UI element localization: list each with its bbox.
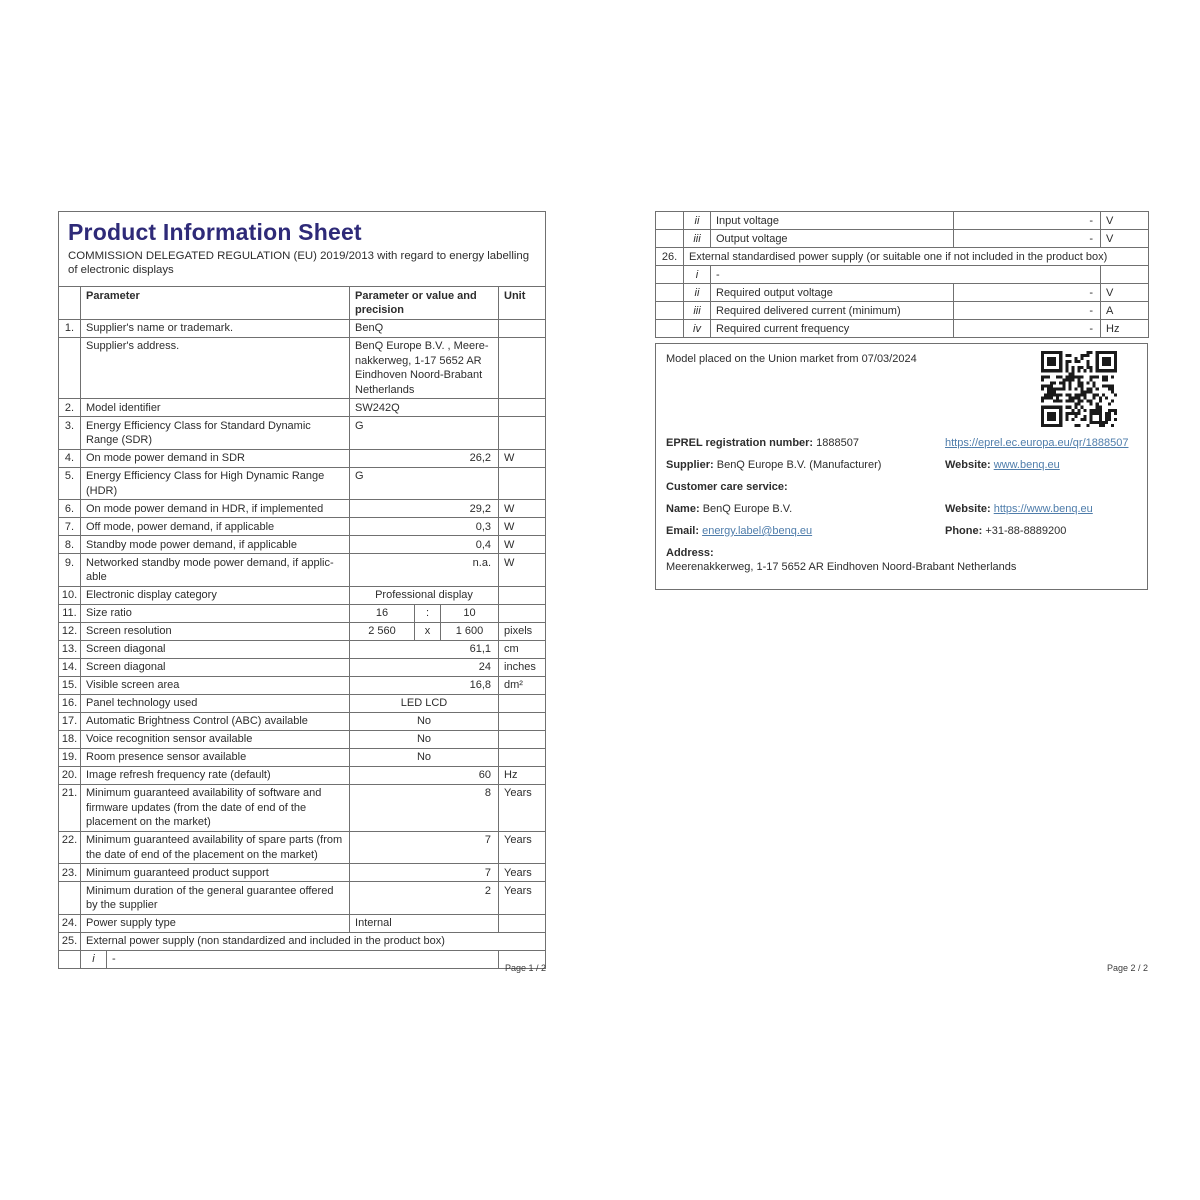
- row-number-cell: 20.: [59, 766, 81, 784]
- unit-cell: V: [1101, 212, 1149, 230]
- row-number-cell: 22.: [59, 831, 81, 864]
- row-number-cell: 4.: [59, 449, 81, 467]
- row-number-cell: 23.: [59, 864, 81, 882]
- table-row: [59, 766, 546, 784]
- table-row: [59, 604, 546, 622]
- row-number-cell: 8.: [59, 536, 81, 554]
- table-row: [59, 337, 546, 399]
- value-cell: 0,4: [350, 536, 499, 554]
- value-cell: :: [415, 604, 441, 622]
- parameter-cell: Screen diagonal: [81, 640, 350, 658]
- unit-cell: W: [499, 518, 546, 536]
- row-subindex-cell: ii: [684, 284, 711, 302]
- parameter-cell: Input voltage: [711, 212, 954, 230]
- page-1-footer: Page 1 / 2: [504, 963, 546, 973]
- unit-cell: [499, 586, 546, 604]
- table-row: [59, 622, 546, 640]
- parameter-cell: Standby mode power demand, if applicable: [81, 536, 350, 554]
- unit-cell: Years: [499, 882, 546, 915]
- parameter-cell: Energy Efficiency Class for High Dynamic Range (HDR): [81, 467, 350, 500]
- supplier-website-link[interactable]: www.benq.eu: [993, 459, 1060, 471]
- value-cell: -: [954, 320, 1101, 338]
- eprel-registration: [666, 436, 945, 450]
- value-cell: -: [954, 284, 1101, 302]
- row-number-cell: [59, 882, 81, 915]
- unit-cell: inches: [499, 658, 546, 676]
- value-cell: -: [107, 950, 499, 968]
- product-parameters-table-page2: [655, 211, 1149, 338]
- parameter-cell: Minimum guaranteed availability of software and firmware updates (from the date of end of the placement on the market): [81, 784, 350, 831]
- parameter-cell: Screen diagonal: [81, 658, 350, 676]
- unit-cell: [499, 604, 546, 622]
- column-header-cell: Parameter: [81, 287, 350, 320]
- table-row: [59, 748, 546, 766]
- parameter-cell: Screen resolution: [81, 622, 350, 640]
- address-block: [666, 546, 1137, 574]
- table-row: [59, 640, 546, 658]
- unit-cell: cm: [499, 640, 546, 658]
- table-row: [59, 694, 546, 712]
- row-number-cell: 15.: [59, 676, 81, 694]
- unit-cell: [499, 914, 546, 932]
- page-2-footer: Page 2 / 2: [1106, 963, 1148, 973]
- value-cell: G: [350, 467, 499, 500]
- table-row: [656, 212, 1149, 230]
- value-cell: -: [954, 212, 1101, 230]
- row-number-cell: [656, 230, 684, 248]
- value-cell: 61,1: [350, 640, 499, 658]
- value-cell: 2 560: [350, 622, 415, 640]
- parameter-cell: Minimum guaranteed availability of spare parts (from the date of end of the placement on the market): [81, 831, 350, 864]
- row-number-cell: 5.: [59, 467, 81, 500]
- table-row: [59, 882, 546, 915]
- email-label: Email:: [666, 525, 700, 537]
- row-number-cell: 13.: [59, 640, 81, 658]
- parameter-cell: Required output voltage: [711, 284, 954, 302]
- eprel-link[interactable]: https://eprel.ec.europa.eu/qr/1888507: [945, 437, 1129, 449]
- row-number-cell: 24.: [59, 914, 81, 932]
- row-number-cell: [656, 266, 684, 284]
- parameter-cell: On mode power demand in SDR: [81, 449, 350, 467]
- address-label: Address:: [666, 547, 714, 559]
- website2-label: Website:: [945, 503, 991, 515]
- row-subindex-cell: i: [684, 266, 711, 284]
- unit-cell: A: [1101, 302, 1149, 320]
- unit-cell: V: [1101, 284, 1149, 302]
- row-number-cell: 17.: [59, 712, 81, 730]
- phone-label: Phone:: [945, 525, 983, 537]
- supplier-info-box: [655, 343, 1148, 590]
- table-row: [59, 536, 546, 554]
- row-number-cell: 21.: [59, 784, 81, 831]
- row-number-cell: 9.: [59, 554, 81, 587]
- row-number-cell: 26.: [656, 248, 684, 266]
- row-number-cell: [656, 302, 684, 320]
- value-cell: 7: [350, 864, 499, 882]
- unit-cell: [1101, 266, 1149, 284]
- column-header-cell: Unit: [499, 287, 546, 320]
- value-cell: 24: [350, 658, 499, 676]
- row-number-cell: 1.: [59, 319, 81, 337]
- value-cell: n.a.: [350, 554, 499, 587]
- value-cell: Internal: [350, 914, 499, 932]
- eprel-label: EPREL registration number:: [666, 437, 814, 449]
- row-subindex-cell: i: [81, 950, 107, 968]
- row-number-cell: 14.: [59, 658, 81, 676]
- table-row: [59, 518, 546, 536]
- table-row: [656, 248, 1149, 266]
- table-row: [59, 500, 546, 518]
- unit-cell: pixels: [499, 622, 546, 640]
- market-placement-line: Model placed on the Union market from 07/03/2024: [666, 353, 917, 365]
- unit-cell: [499, 417, 546, 450]
- table-row: [59, 658, 546, 676]
- parameter-cell: Networked standby mode power demand, if applicable: [81, 554, 350, 587]
- unit-cell: Years: [499, 831, 546, 864]
- name-label: Name:: [666, 503, 700, 515]
- row-subindex-cell: iv: [684, 320, 711, 338]
- unit-cell: Hz: [499, 766, 546, 784]
- unit-cell: W: [499, 449, 546, 467]
- table-row: [656, 284, 1149, 302]
- value-cell: 7: [350, 831, 499, 864]
- value-cell: 60: [350, 766, 499, 784]
- row-number-cell: [656, 320, 684, 338]
- row-number-cell: 19.: [59, 748, 81, 766]
- parameter-cell: Supplier's address.: [81, 337, 350, 399]
- value-cell: -: [954, 302, 1101, 320]
- value-cell: 16: [350, 604, 415, 622]
- value-cell: 16,8: [350, 676, 499, 694]
- email-phone-row: [666, 524, 1137, 538]
- unit-cell: [499, 748, 546, 766]
- regulation-subtitle: COMMISSION DELEGATED REGULATION (EU) 2019/2013 with regard to energy labelling of electronic displays: [68, 250, 530, 276]
- name-value: BenQ Europe B.V.: [702, 503, 793, 515]
- care-name-row: [666, 502, 1137, 516]
- parameter-cell: Minimum duration of the general guarantee offered by the supplier: [81, 882, 350, 915]
- supplier-value: BenQ Europe B.V. (Manufacturer): [716, 459, 882, 471]
- row-number-cell: 10.: [59, 586, 81, 604]
- unit-cell: Years: [499, 864, 546, 882]
- care-email-link[interactable]: energy.label@benq.eu: [702, 525, 813, 537]
- value-cell: x: [415, 622, 441, 640]
- unit-cell: [499, 319, 546, 337]
- row-number-cell: 6.: [59, 500, 81, 518]
- table-row: [59, 730, 546, 748]
- value-cell: No: [350, 748, 499, 766]
- row-subindex-cell: iii: [684, 230, 711, 248]
- table-row: [59, 399, 546, 417]
- unit-cell: [499, 712, 546, 730]
- value-cell: LED LCD: [350, 694, 499, 712]
- row-number-cell: 7.: [59, 518, 81, 536]
- page-1-sheet: [58, 211, 546, 969]
- customer-care-label: Customer care service:: [666, 481, 788, 493]
- row-number-cell: 3.: [59, 417, 81, 450]
- value-cell: No: [350, 712, 499, 730]
- row-number-cell: 11.: [59, 604, 81, 622]
- value-cell: SW242Q: [350, 399, 499, 417]
- unit-cell: V: [1101, 230, 1149, 248]
- table-row: [59, 449, 546, 467]
- row-number-cell: [59, 287, 81, 320]
- customer-care-row: [666, 480, 1137, 494]
- parameter-cell: Panel technology used: [81, 694, 350, 712]
- row-number-cell: 12.: [59, 622, 81, 640]
- value-cell: -: [711, 266, 1101, 284]
- table-row: [59, 676, 546, 694]
- row-number-cell: [656, 212, 684, 230]
- parameter-cell: Required current frequency: [711, 320, 954, 338]
- table-row: [59, 467, 546, 500]
- parameter-cell: Minimum guaranteed product support: [81, 864, 350, 882]
- parameter-cell: Power supply type: [81, 914, 350, 932]
- unit-cell: W: [499, 554, 546, 587]
- row-number-cell: [59, 337, 81, 399]
- table-row: [59, 784, 546, 831]
- value-cell: Professional display: [350, 586, 499, 604]
- supplier-row: [666, 458, 1137, 472]
- parameter-cell: Model identifier: [81, 399, 350, 417]
- value-cell: 2: [350, 882, 499, 915]
- table-row: [59, 864, 546, 882]
- value-cell: -: [954, 230, 1101, 248]
- table-row: [656, 320, 1149, 338]
- value-cell: G: [350, 417, 499, 450]
- value-cell: 0,3: [350, 518, 499, 536]
- eprel-number: 1888507: [816, 437, 859, 449]
- table-row: [59, 831, 546, 864]
- parameter-span-cell: External power supply (non standardized and included in the product box): [81, 932, 546, 950]
- table-row: [656, 230, 1149, 248]
- parameter-cell: Off mode, power demand, if applicable: [81, 518, 350, 536]
- parameter-cell: Output voltage: [711, 230, 954, 248]
- qr-code: [1041, 351, 1117, 427]
- row-number-cell: [656, 284, 684, 302]
- parameter-cell: Electronic display category: [81, 586, 350, 604]
- table-row: [656, 266, 1149, 284]
- parameter-cell: Energy Efficiency Class for Standard Dynamic Range (SDR): [81, 417, 350, 450]
- value-cell: 29,2: [350, 500, 499, 518]
- table-row: [59, 319, 546, 337]
- address-value: Meerenakkerweg, 1-17 5652 AR Eindhoven Noord-Brabant Netherlands: [666, 561, 1017, 573]
- care-website-link[interactable]: https://www.benq.eu: [993, 503, 1093, 515]
- parameter-cell: Image refresh frequency rate (default): [81, 766, 350, 784]
- unit-cell: [499, 399, 546, 417]
- parameter-cell: Required delivered current (minimum): [711, 302, 954, 320]
- value-cell: No: [350, 730, 499, 748]
- table-row: [59, 287, 546, 320]
- parameter-cell: Automatic Brightness Control (ABC) available: [81, 712, 350, 730]
- unit-cell: Years: [499, 784, 546, 831]
- unit-cell: [499, 337, 546, 399]
- parameter-cell: Voice recognition sensor available: [81, 730, 350, 748]
- row-number-cell: 16.: [59, 694, 81, 712]
- value-cell: BenQ Europe B.V. , Meere-nakkerweg, 1-17 5652 AR Eindhoven Noord-Brabant Netherlands: [350, 337, 499, 399]
- website-label: Website:: [945, 459, 991, 471]
- table-row: [59, 586, 546, 604]
- table-row: [59, 554, 546, 587]
- value-cell: 8: [350, 784, 499, 831]
- parameter-span-cell: External standardised power supply (or suitable one if not included in the product box): [684, 248, 1149, 266]
- unit-cell: [499, 730, 546, 748]
- page-title: Product Information Sheet: [68, 219, 362, 245]
- row-subindex-cell: iii: [684, 302, 711, 320]
- parameter-cell: Room presence sensor available: [81, 748, 350, 766]
- parameter-cell: Supplier's name or trademark.: [81, 319, 350, 337]
- table-row: [59, 914, 546, 932]
- table-row: [59, 417, 546, 450]
- unit-cell: dm²: [499, 676, 546, 694]
- value-cell: 1 600: [441, 622, 499, 640]
- unit-cell: [499, 694, 546, 712]
- row-number-cell: 18.: [59, 730, 81, 748]
- unit-cell: W: [499, 500, 546, 518]
- unit-cell: W: [499, 536, 546, 554]
- table-row: [59, 712, 546, 730]
- parameter-cell: On mode power demand in HDR, if implemented: [81, 500, 350, 518]
- value-cell: BenQ: [350, 319, 499, 337]
- table-row: [656, 302, 1149, 320]
- value-cell: 10: [441, 604, 499, 622]
- row-number-cell: 25.: [59, 932, 81, 950]
- unit-cell: [499, 467, 546, 500]
- parameter-cell: Size ratio: [81, 604, 350, 622]
- row-number-cell: 2.: [59, 399, 81, 417]
- row-subindex-cell: ii: [684, 212, 711, 230]
- eprel-row: [666, 436, 1137, 450]
- phone-value: +31-88-8889200: [985, 525, 1067, 537]
- parameter-cell: Visible screen area: [81, 676, 350, 694]
- supplier-label: Supplier:: [666, 459, 714, 471]
- table-row: [59, 932, 546, 950]
- unit-cell: Hz: [1101, 320, 1149, 338]
- product-parameters-table-page1: [58, 286, 546, 969]
- value-cell: 26,2: [350, 449, 499, 467]
- column-header-cell: Parameter or value and precision: [350, 287, 499, 320]
